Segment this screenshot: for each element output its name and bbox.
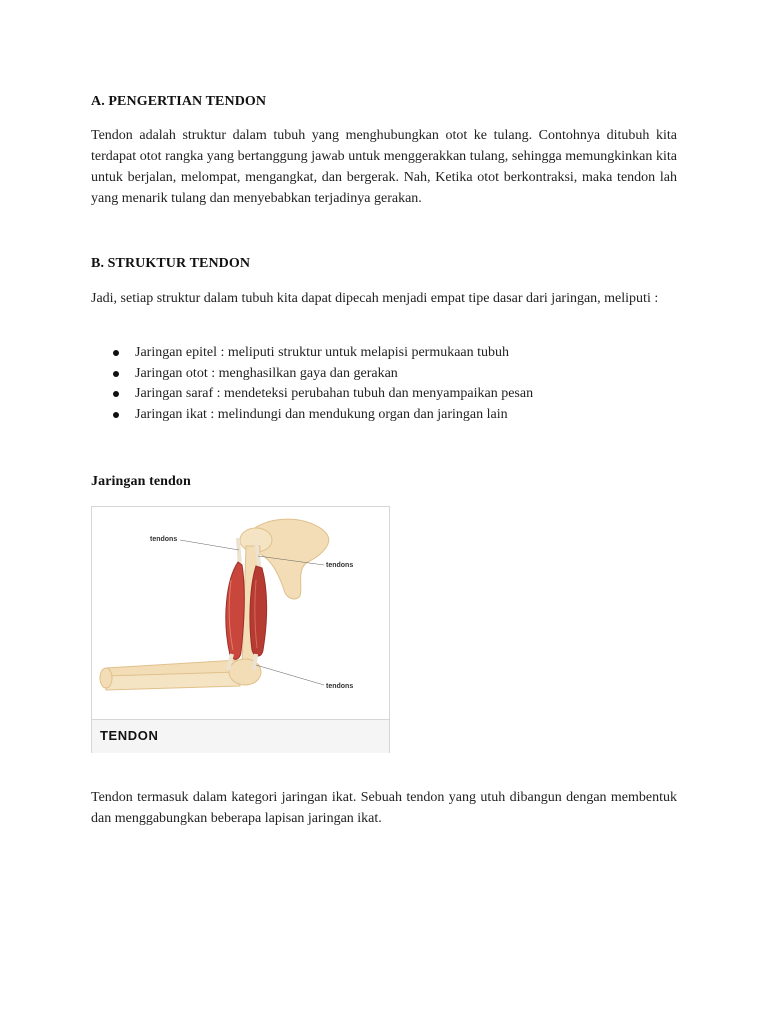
section-b-paragraph: Jadi, setiap struktur dalam tubuh kita dapat dipecah menjadi empat tipe dasar dari jaringan, meliputi : bbox=[91, 291, 659, 306]
list-item bbox=[91, 364, 677, 385]
list-item-text: Jaringan epitel : meliputi struktur untuk melapisi permukaan tubuh bbox=[135, 345, 510, 360]
figure-caption: TENDON bbox=[100, 728, 159, 743]
list-item-text: Jaringan otot : menghasilkan gaya dan gerakan bbox=[135, 365, 398, 381]
list-item-text: Jaringan ikat : melindungi dan mendukung organ dan jaringan lain bbox=[135, 406, 508, 422]
bullet-icon bbox=[113, 350, 119, 356]
jaringan-tendon-heading: Jaringan tendon bbox=[91, 474, 191, 489]
section-a-heading: A. PENGERTIAN TENDON bbox=[91, 94, 267, 109]
list-item bbox=[91, 343, 677, 364]
bullet-icon bbox=[113, 371, 119, 377]
figure-label-tendons-right: tendons bbox=[326, 562, 354, 569]
bullet-icon bbox=[113, 412, 119, 418]
section-b-heading: B. STRUKTUR TENDON bbox=[91, 256, 251, 271]
list-item-text: Jaringan saraf : mendeteksi perubahan tubuh dan menyampaikan pesan bbox=[135, 386, 534, 401]
list-item bbox=[91, 384, 677, 405]
closing-paragraph: Tendon termasuk dalam kategori jaringan ikat. Sebuah tendon yang utuh dibangun dengan membentuk dan menggabungkan beberapa lapisan jaringan ikat. bbox=[91, 790, 677, 826]
arm-anatomy-illustration bbox=[98, 510, 384, 716]
section-a-paragraph: Tendon adalah struktur dalam tubuh yang menghubungkan otot ke tulang. Contohnya ditubuh kita terdapat otot rangka yang bertanggung jawab untuk menggerakkan tulang, sehingga memungkinkan kita untuk berjalan, melompat, mengangkat, dan bergerak. Nah, Ketika otot berkontraksi, maka tendon lah yang menarik tulang dan menyebabkan terjadinya gerakan. bbox=[91, 128, 677, 206]
list-item bbox=[91, 405, 677, 426]
tissue-types-list bbox=[91, 343, 677, 425]
figure-label-tendons-bottom: tendons bbox=[326, 683, 354, 690]
tendon-figure bbox=[91, 506, 390, 753]
figure-label-tendons-top: tendons bbox=[150, 536, 178, 543]
bullet-icon bbox=[113, 391, 119, 397]
figure-caption-bar bbox=[92, 719, 389, 753]
